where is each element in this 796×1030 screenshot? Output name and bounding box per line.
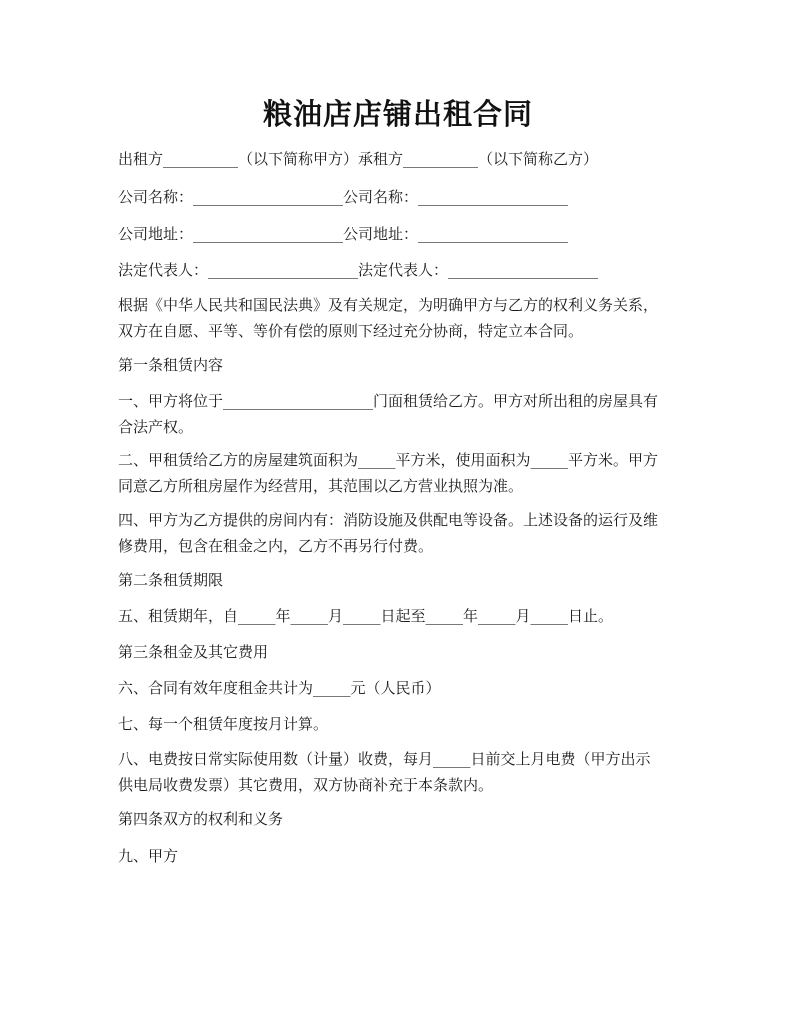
clause-5: 五、租赁期年，自_____年_____月_____日起至_____年_____月_____日止。 [118,607,614,625]
preamble-line: 双方在自愿、平等、等价有偿的原则下经过充分协商，特定立本合同。 [118,322,584,340]
clause-line: 修费用，包含在租金之内，乙方不再另行付费。 [118,537,434,555]
clause-line: 四、甲方为乙方提供的房间内有：消防设施及供配电等设备。上述设备的运行及维 [118,511,659,529]
clause-line: 一、甲方将位于____________________门面租赁给乙方。甲方对所出租的房屋具有 [118,392,659,410]
document-title: 粮油店店铺出租合同 [262,97,533,131]
section-heading-1: 第一条租赁内容 [118,356,224,374]
clause-2 [118,447,684,499]
clause-8 [118,746,684,798]
clause-6: 六、合同有效年度租金共计为_____元（人民币） [118,679,441,697]
clause-4 [118,507,684,559]
company-address-line: 公司地址：____________________公司地址：____________________ [118,225,569,243]
parties-line: 出租方__________（以下简称甲方）承租方__________（以下简称乙方） [118,150,599,168]
legal-representative-line: 法定代表人：____________________法定代表人：____________________ [118,261,599,279]
section-heading-3: 第三条租金及其它费用 [118,643,269,661]
clause-line: 同意乙方所租房屋作为经营用，其范围以乙方营业执照为准。 [118,477,524,495]
section-heading-4: 第四条双方的权利和义务 [118,810,284,828]
preamble-paragraph [118,292,684,344]
company-name-line: 公司名称：____________________公司名称：____________________ [118,188,569,206]
clause-1 [118,388,684,440]
clause-7: 七、每一个租赁年度按月计算。 [118,715,329,733]
section-heading-2: 第二条租赁期限 [118,571,224,589]
clause-line: 八、电费按日常实际使用数（计量）收费，每月_____日前交上月电费（甲方出示 [118,750,651,768]
clause-9: 九、甲方 [118,847,179,865]
clause-line: 供电局收费发票）其它费用，双方协商补充于本条款内。 [118,776,494,794]
clause-line: 二、甲租赁给乙方的房屋建筑面积为_____平方米，使用面积为_____平方米。甲方 [118,451,659,469]
clause-line: 合法产权。 [118,418,194,436]
preamble-line: 根据《中华人民共和国民法典》及有关规定，为明确甲方与乙方的权利义务关系， [118,296,659,314]
